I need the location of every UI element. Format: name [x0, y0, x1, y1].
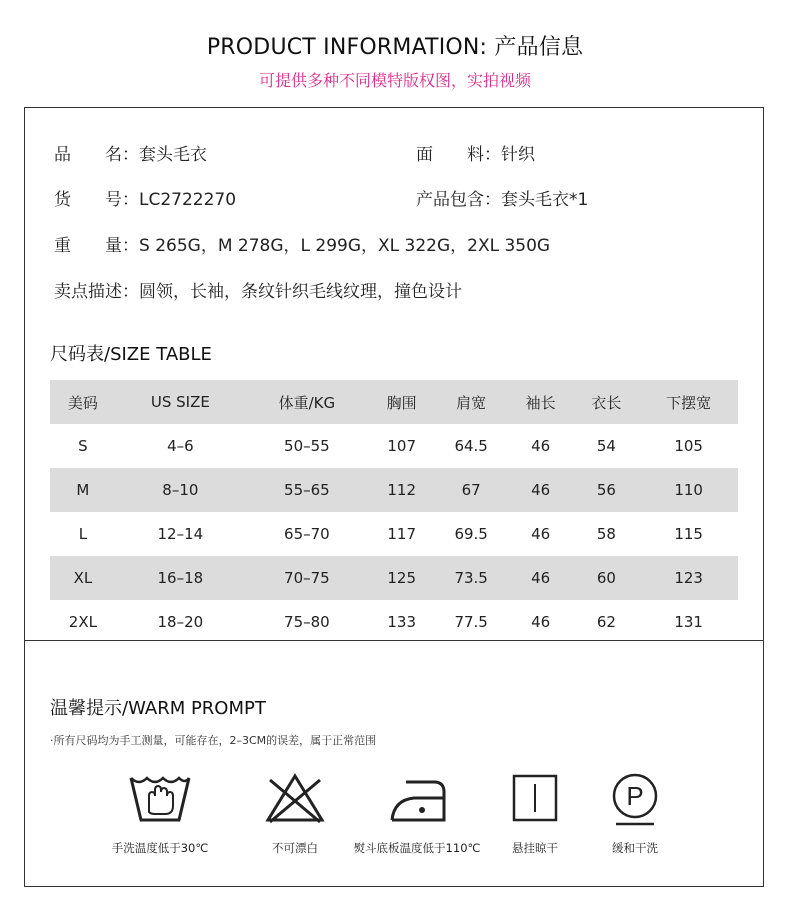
- info-fabric: [416, 140, 535, 165]
- table-cell: 65–70: [284, 525, 330, 543]
- table-cell: L: [78, 525, 88, 543]
- table-cell: 123: [674, 569, 703, 587]
- table-cell: 131: [674, 613, 703, 631]
- column-header: 衣长: [591, 393, 622, 412]
- column-header: 下摆宽: [666, 393, 712, 412]
- info-selling-value: 圆领，长袖，条纹针织毛线纹理，撞色设计: [139, 282, 462, 302]
- table-cell: 18–20: [157, 613, 204, 631]
- table-cell: 56: [596, 481, 616, 499]
- column-header: 体重/KG: [278, 393, 336, 412]
- info-sku: [54, 185, 236, 210]
- table-row: [50, 512, 738, 556]
- care-no-bleach: [230, 770, 360, 856]
- care-dry-clean: [570, 770, 700, 856]
- no-bleach-icon: [262, 770, 328, 826]
- table-cell: 110: [674, 481, 703, 499]
- table-cell: 70–75: [284, 569, 330, 587]
- table-cell: 69.5: [454, 525, 488, 543]
- table-cell: 46: [531, 437, 551, 455]
- info-package-value: 套头毛衣*1: [501, 190, 589, 210]
- table-cell: 60: [596, 569, 616, 587]
- info-name-value: 套头毛衣: [139, 145, 207, 165]
- hand-wash-label: 手洗温度低于30℃: [111, 841, 209, 855]
- care-hand-wash: [95, 770, 225, 856]
- info-weight: [54, 231, 550, 256]
- column-header: 肩宽: [456, 393, 487, 412]
- table-cell: 46: [531, 525, 551, 543]
- table-cell: 54: [596, 437, 616, 455]
- table-row: [50, 424, 738, 468]
- table-cell: 46: [531, 613, 551, 631]
- table-row: [50, 600, 738, 644]
- page-title: PRODUCT INFORMATION: 产品信息: [206, 35, 584, 60]
- size-table-header-row: [50, 380, 738, 424]
- info-weight-label: 重 量：: [54, 236, 139, 256]
- size-table-heading: 尺码表/SIZE TABLE: [50, 344, 212, 365]
- table-cell: M: [76, 481, 90, 499]
- table-cell: 58: [596, 525, 616, 543]
- page-subtitle: 可提供多种不同模特版权图，实拍视频: [258, 71, 531, 90]
- no-bleach-label: 不可漂白: [272, 841, 318, 855]
- table-cell: 62: [596, 613, 616, 631]
- table-cell: 117: [387, 525, 416, 543]
- care-iron: [352, 770, 482, 856]
- table-cell: XL: [73, 569, 93, 587]
- dry-clean-p-icon: [602, 770, 668, 830]
- info-fabric-label: 面 料：: [416, 145, 501, 165]
- table-cell: S: [78, 437, 88, 455]
- table-cell: 50–55: [284, 437, 330, 455]
- info-sku-value: LC2722270: [139, 190, 237, 210]
- info-sku-label: 货 号：: [54, 190, 139, 210]
- table-row: [50, 468, 738, 512]
- table-cell: 55–65: [284, 481, 330, 499]
- table-cell: 73.5: [454, 569, 488, 587]
- measurement-note: ·所有尺码均为手工测量，可能存在，2–3CM的误差，属于正常范围: [50, 734, 377, 747]
- table-cell: 46: [531, 569, 551, 587]
- table-row: [50, 556, 738, 600]
- table-cell: 12–14: [157, 525, 204, 543]
- table-cell: 46: [531, 481, 551, 499]
- hand-wash-icon: [127, 770, 193, 826]
- info-name: [54, 140, 207, 165]
- table-cell: 16–18: [157, 569, 204, 587]
- table-cell: 105: [674, 437, 703, 455]
- table-cell: 64.5: [454, 437, 488, 455]
- table-cell: 125: [387, 569, 416, 587]
- column-header: 美码: [67, 393, 98, 412]
- dry-clean-label: 缓和干洗: [612, 841, 658, 855]
- table-cell: 115: [674, 525, 703, 543]
- column-header: 胸围: [386, 393, 417, 412]
- table-cell: 8–10: [162, 481, 199, 499]
- warm-prompt-heading: 温馨提示/WARM PROMPT: [50, 698, 266, 719]
- table-cell: 2XL: [68, 613, 97, 631]
- table-cell: 133: [387, 613, 416, 631]
- table-cell: 75–80: [284, 613, 330, 631]
- table-cell: 77.5: [454, 613, 488, 631]
- info-selling: [54, 277, 462, 302]
- info-fabric-value: 针织: [501, 145, 535, 165]
- hang-dry-label: 悬挂晾干: [512, 841, 558, 855]
- info-selling-label: 卖点描述：: [54, 282, 139, 302]
- table-cell: 4–6: [167, 437, 194, 455]
- iron-label: 熨斗底板温度低于110℃: [353, 841, 481, 855]
- column-header: 袖长: [525, 393, 556, 412]
- info-weight-value: S 265G，M 278G，L 299G，XL 322G，2XL 350G: [139, 236, 551, 256]
- info-package: [416, 185, 588, 210]
- table-cell: 107: [387, 437, 416, 455]
- size-table: [50, 380, 738, 644]
- info-name-label: 品 名：: [54, 145, 139, 165]
- info-package-label: 产品包含：: [416, 190, 501, 210]
- table-cell: 67: [461, 481, 481, 499]
- column-header: US SIZE: [150, 393, 210, 411]
- hang-dry-icon: [502, 770, 568, 826]
- table-cell: 112: [387, 481, 416, 499]
- iron-icon: [382, 770, 452, 826]
- svg-text:P: P: [626, 781, 644, 811]
